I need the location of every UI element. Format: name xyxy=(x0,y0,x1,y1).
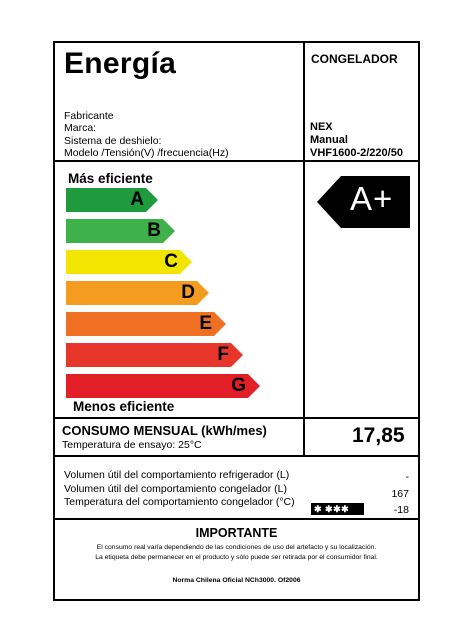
efficiency-bar-f xyxy=(66,343,243,367)
importante-line-2: La etiqueta debe permanecer en el producto y sólo puede ser retirada por el consumidor final. xyxy=(95,554,378,561)
spec-label-fabricante: Fabricante xyxy=(64,110,114,122)
consumo-label: CONSUMO MENSUAL (kWh/mes) xyxy=(62,423,267,438)
importante-line-1: El consumo real varía dependiendo de las condiciones de uso del artefacto y su localización. xyxy=(96,544,377,551)
spec-label-deshielo: Sistema de deshielo: xyxy=(64,135,162,147)
efficiency-bar-letter-c: C xyxy=(164,251,178,272)
efficiency-bar-a xyxy=(66,188,158,212)
divider-vertical-consumo xyxy=(303,417,305,457)
efficiency-bar-b xyxy=(66,219,175,243)
energy-label xyxy=(53,41,420,601)
efficiency-bar-letter-e: E xyxy=(199,313,212,334)
efficiency-bar-letter-b: B xyxy=(147,220,161,241)
vol-label-congelador: Volumen útil del comportamiento congelador (L) xyxy=(64,483,287,495)
efficiency-bar-letter-f: F xyxy=(217,344,229,365)
vol-value-congelador: 167 xyxy=(391,488,409,500)
rating-value: A+ xyxy=(350,180,394,217)
consumo-value: 17,85 xyxy=(352,424,405,447)
efficiency-bar-c xyxy=(66,250,192,274)
spec-value-marca: NEX xyxy=(310,121,333,133)
efficiency-bar-shape-a xyxy=(66,188,158,212)
divider-volumes xyxy=(55,518,418,520)
vol-label-temperatura: Temperatura del comportamiento congelador (°C) xyxy=(64,496,295,508)
efficiency-bar-e xyxy=(66,312,226,336)
divider-consumo xyxy=(55,455,418,457)
vol-value-temperatura: -18 xyxy=(393,504,409,516)
importante-title: IMPORTANTE xyxy=(195,526,278,540)
freezer-star-rating: ✱ ✱✱✱ xyxy=(311,503,364,515)
efficiency-bar-letter-g: G xyxy=(231,375,246,396)
label-title: Energía xyxy=(64,47,177,80)
norma-reference: Norma Chilena Oficial NCh3000. Of2006 xyxy=(172,577,301,584)
vol-value-refrigerador: - xyxy=(405,471,409,483)
vol-label-refrigerador: Volumen útil del comportamiento refrigerador (L) xyxy=(64,469,290,481)
divider-specs xyxy=(55,160,418,162)
scale-bottom-label: Menos eficiente xyxy=(73,399,175,414)
divider-scale xyxy=(55,417,418,419)
rating-arrow xyxy=(317,176,410,228)
appliance-type: CONGELADOR xyxy=(311,52,398,66)
efficiency-bar-letter-d: D xyxy=(181,282,195,303)
efficiency-bar-g xyxy=(66,374,260,398)
efficiency-bar-letter-a: A xyxy=(130,189,144,210)
divider-vertical-top xyxy=(303,43,305,420)
consumo-test-temperature: Temperatura de ensayo: 25°C xyxy=(62,439,202,451)
scale-top-label: Más eficiente xyxy=(68,171,153,186)
spec-value-deshielo: Manual xyxy=(310,134,348,146)
spec-label-modelo: Modelo /Tensión(V) /frecuencia(Hz) xyxy=(64,147,229,159)
spec-label-marca: Marca: xyxy=(64,122,97,134)
spec-value-modelo: VHF1600-2/220/50 xyxy=(310,147,403,159)
efficiency-bar-d xyxy=(66,281,209,305)
